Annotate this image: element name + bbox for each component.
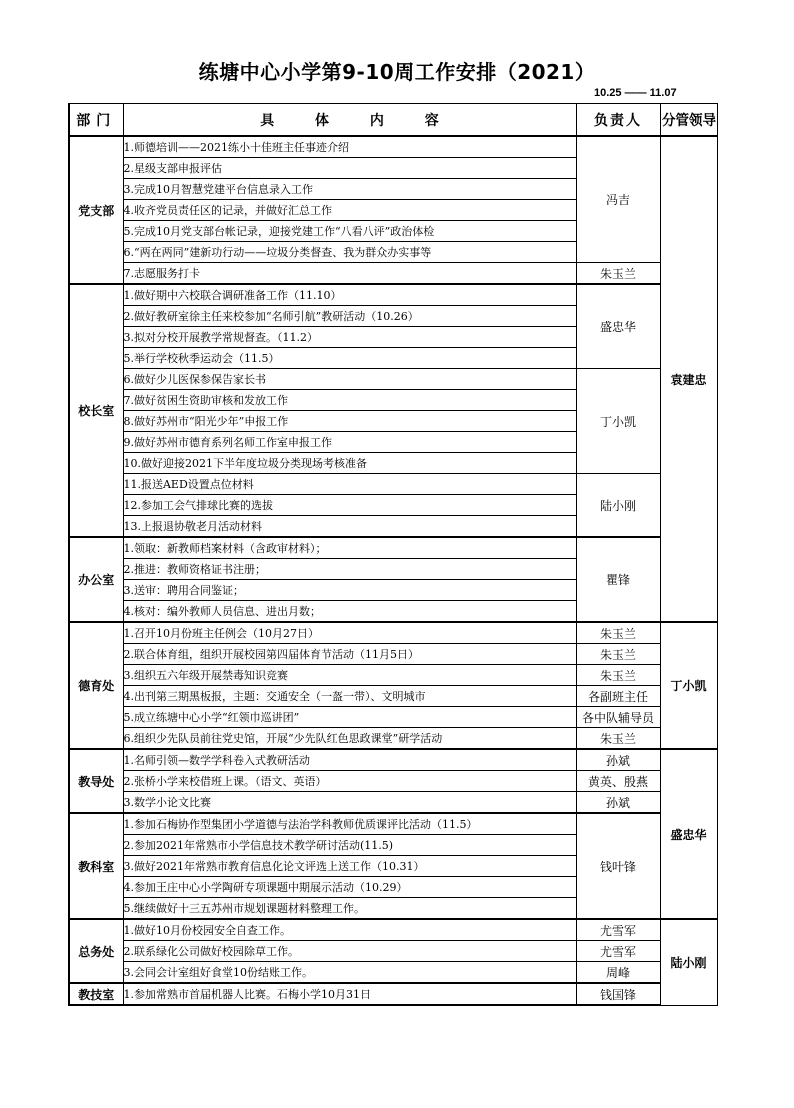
task-cell xyxy=(123,390,576,411)
table-header-row xyxy=(69,104,717,137)
task-cell xyxy=(123,856,576,877)
table-row xyxy=(69,474,717,495)
leader-cell: 陆小刚 xyxy=(660,919,717,1005)
task-text: 1.做好10月份校园安全自查工作。 xyxy=(123,924,291,937)
task-text: 5.举行学校秋季运动会（11.5） xyxy=(123,352,280,365)
task-text: 2.做好教研室徐主任来校参加“名师引航”教研活动（10.26） xyxy=(123,310,419,323)
task-cell xyxy=(123,983,576,1005)
schedule-table xyxy=(68,103,718,1006)
task-text: 3.送审：聘用合同鉴证； xyxy=(123,584,244,597)
task-cell xyxy=(123,707,576,728)
header-dept: 部门 xyxy=(69,104,123,137)
task-text: 2.推进：教师资格证书注册； xyxy=(123,563,266,576)
table-row xyxy=(69,983,717,1005)
task-text: 1.领取：新教师档案材料（含政审材料）； xyxy=(123,542,327,555)
task-cell xyxy=(123,644,576,665)
task-text: 2.张桥小学来校借班上课。（语文、英语） xyxy=(123,775,327,788)
task-text: 1.参加常熟市首届机器人比赛。石梅小学10月31日 xyxy=(123,988,371,1001)
table-row xyxy=(69,537,717,559)
dept-cell: 办公室 xyxy=(69,537,123,622)
task-text: 1.召开10月份班主任例会（10月27日） xyxy=(123,627,319,640)
table-row xyxy=(69,941,717,962)
owner-text: 瞿锋 xyxy=(605,573,630,587)
owner-cell xyxy=(576,919,660,941)
task-cell xyxy=(123,432,576,453)
task-cell xyxy=(123,284,576,306)
task-cell xyxy=(123,580,576,601)
owner-cell xyxy=(576,749,660,771)
owner-text: 周峰 xyxy=(605,965,630,980)
task-text: 2.联合体育组，组织开展校园第四届体育节活动（11月5日） xyxy=(123,648,419,661)
owner-cell xyxy=(576,622,660,644)
owner-cell xyxy=(576,941,660,962)
task-cell xyxy=(123,348,576,369)
leader-cell: 丁小凯 xyxy=(660,622,717,749)
owner-text: 朱玉兰 xyxy=(599,731,636,746)
task-cell xyxy=(123,686,576,707)
task-text: 3.组织五六年级开展禁毒知识竞赛 xyxy=(123,669,288,682)
owner-text: 朱玉兰 xyxy=(599,647,636,662)
owner-cell xyxy=(576,962,660,984)
dept-cell: 教科室 xyxy=(69,813,123,919)
task-text: 12.参加工会气排球比赛的选拔 xyxy=(123,499,273,512)
task-text: 7.志愿服务打卡 xyxy=(123,267,200,280)
owner-text: 钱国锋 xyxy=(599,987,636,1002)
task-cell xyxy=(123,158,576,179)
dept-cell: 教导处 xyxy=(69,749,123,813)
owner-cell xyxy=(576,474,660,538)
task-text: 2.参加2021年常熟市小学信息技术教学研讨活动(11.5) xyxy=(123,839,394,852)
schedule-body xyxy=(69,136,717,1005)
owner-cell xyxy=(576,792,660,814)
task-cell xyxy=(123,136,576,158)
task-cell xyxy=(123,601,576,623)
task-cell xyxy=(123,200,576,221)
task-cell xyxy=(123,327,576,348)
owner-text: 各中队辅导员 xyxy=(581,710,654,725)
owner-text: 尤雪军 xyxy=(599,923,636,938)
task-cell xyxy=(123,559,576,580)
table-row xyxy=(69,284,717,306)
task-cell xyxy=(123,179,576,200)
table-row xyxy=(69,686,717,707)
table-row xyxy=(69,263,717,285)
task-text: 3.完成10月智慧党建平台信息录入工作 xyxy=(123,183,313,196)
task-cell xyxy=(123,771,576,792)
dept-cell: 总务处 xyxy=(69,919,123,983)
table-row xyxy=(69,622,717,644)
table-row xyxy=(69,644,717,665)
owner-cell xyxy=(576,686,660,707)
table-row xyxy=(69,749,717,771)
owner-cell xyxy=(576,665,660,686)
owner-text: 孙斌 xyxy=(605,795,630,810)
task-text: 3.做好2021年常熟市教育信息化论文评选上送工作（10.31） xyxy=(123,860,425,873)
owner-cell xyxy=(576,284,660,369)
task-cell xyxy=(123,242,576,263)
task-text: 8.做好苏州市“阳光少年”申报工作 xyxy=(123,415,289,428)
owner-text: 尤雪军 xyxy=(599,944,636,959)
owner-text: 孙斌 xyxy=(605,753,630,768)
task-cell xyxy=(123,813,576,835)
table-row xyxy=(69,136,717,158)
task-text: 5.继续做好十三五苏州市规划课题材料整理工作。 xyxy=(123,902,365,915)
table-row xyxy=(69,792,717,814)
task-cell xyxy=(123,537,576,559)
owner-text: 冯吉 xyxy=(605,193,630,207)
task-cell xyxy=(123,941,576,962)
task-cell xyxy=(123,622,576,644)
owner-cell xyxy=(576,983,660,1005)
owner-cell xyxy=(576,263,660,285)
owner-cell xyxy=(576,369,660,474)
header-leader: 分管领导 xyxy=(660,104,717,137)
table-row xyxy=(69,369,717,390)
task-cell xyxy=(123,516,576,538)
task-text: 11.报送AED设置点位材料 xyxy=(123,478,254,491)
task-text: 3.会同会计室组好食堂10份结账工作。 xyxy=(123,966,313,979)
owner-cell xyxy=(576,136,660,263)
table-row xyxy=(69,665,717,686)
owner-cell xyxy=(576,813,660,919)
owner-cell xyxy=(576,537,660,622)
task-text: 1.参加石梅协作型集团小学道德与法治学科教师优质课评比活动（11.5） xyxy=(123,818,478,831)
task-text: 3.拟对分校开展教学常规督查。（11.2） xyxy=(123,331,318,344)
task-cell xyxy=(123,369,576,390)
task-cell xyxy=(123,474,576,495)
dept-cell: 党支部 xyxy=(69,136,123,284)
dept-cell: 校长室 xyxy=(69,284,123,537)
owner-cell xyxy=(576,728,660,750)
task-text: 6.组织少先队员前往党史馆，开展“少先队红色思政课堂”研学活动 xyxy=(123,732,443,745)
owner-text: 各副班主任 xyxy=(587,689,648,704)
task-cell xyxy=(123,411,576,432)
table-row xyxy=(69,771,717,792)
task-text: 4.核对：编外教师人员信息、进出月数； xyxy=(123,605,321,618)
task-cell xyxy=(123,495,576,516)
task-cell xyxy=(123,453,576,474)
task-cell xyxy=(123,728,576,750)
task-text: 7.做好贫困生资助审核和发放工作 xyxy=(123,394,288,407)
date-range: 10.25 —— 11.07 xyxy=(594,87,677,99)
task-cell xyxy=(123,877,576,898)
leader-cell: 袁建忠 xyxy=(660,136,717,622)
owner-text: 盛忠华 xyxy=(599,320,636,334)
page-title: 练塘中心小学第9-10周工作安排（2021） xyxy=(198,60,596,84)
dept-cell: 德育处 xyxy=(69,622,123,749)
task-text: 13.上报退协敬老月活动材料 xyxy=(123,520,262,533)
task-text: 4.出刊第三期黑板报，主题：交通安全（一盔一带）、文明城市 xyxy=(123,690,426,703)
task-text: 2.联系绿化公司做好校园除草工作。 xyxy=(123,945,299,958)
table-row xyxy=(69,962,717,984)
task-cell xyxy=(123,919,576,941)
owner-text: 朱玉兰 xyxy=(599,626,636,641)
leader-cell: 盛忠华 xyxy=(660,749,717,919)
task-text: 5.完成10月党支部台帐记录，迎接党建工作“八看八评”政治体检 xyxy=(123,225,435,238)
task-text: 1.师德培训——2021练小十佳班主任事迹介绍 xyxy=(123,141,349,154)
table-row xyxy=(69,919,717,941)
task-text: 6.“两在两同”建新功行动——垃圾分类督查、我为群众办实事等 xyxy=(123,246,432,259)
owner-text: 丁小凯 xyxy=(599,414,636,429)
task-text: 1.做好期中六校联合调研准备工作（11.10） xyxy=(123,289,342,302)
task-cell xyxy=(123,306,576,327)
owner-cell xyxy=(576,707,660,728)
task-cell xyxy=(123,792,576,814)
task-cell xyxy=(123,962,576,984)
task-text: 10.做好迎接2021下半年度垃圾分类现场考核准备 xyxy=(123,457,367,470)
task-text: 3.数学小论文比赛 xyxy=(123,796,211,809)
owner-text: 朱玉兰 xyxy=(599,668,636,683)
owner-text: 黄英、殷燕 xyxy=(587,774,648,789)
task-cell xyxy=(123,749,576,771)
task-text: 4.参加王庄中心小学陶研专项课题中期展示活动（10.29） xyxy=(123,881,408,894)
owner-text: 陆小刚 xyxy=(599,498,636,513)
table-row xyxy=(69,728,717,750)
task-text: 1.名师引领—数学学科卷入式教研活动 xyxy=(123,754,310,767)
task-text: 5.成立练塘中心小学“红领巾巡讲团” xyxy=(123,711,300,724)
task-cell xyxy=(123,835,576,856)
owner-cell xyxy=(576,644,660,665)
header-owner: 负责人 xyxy=(576,104,660,137)
task-cell xyxy=(123,665,576,686)
task-text: 6.做好少儿医保参保告家长书 xyxy=(123,373,266,386)
table-row xyxy=(69,813,717,835)
task-text: 2.星级支部申报评估 xyxy=(123,162,222,175)
dept-cell: 教技室 xyxy=(69,983,123,1005)
owner-text: 钱叶锋 xyxy=(599,859,636,874)
table-row xyxy=(69,707,717,728)
task-cell xyxy=(123,221,576,242)
task-cell xyxy=(123,263,576,285)
task-text: 9.做好苏州市德育系列名师工作室申报工作 xyxy=(123,436,332,449)
task-cell xyxy=(123,898,576,920)
owner-cell xyxy=(576,771,660,792)
task-text: 4.收齐党员责任区的记录，并做好汇总工作 xyxy=(123,204,332,217)
header-content: 具 体 内 容 xyxy=(123,104,576,137)
owner-text: 朱玉兰 xyxy=(599,266,636,281)
